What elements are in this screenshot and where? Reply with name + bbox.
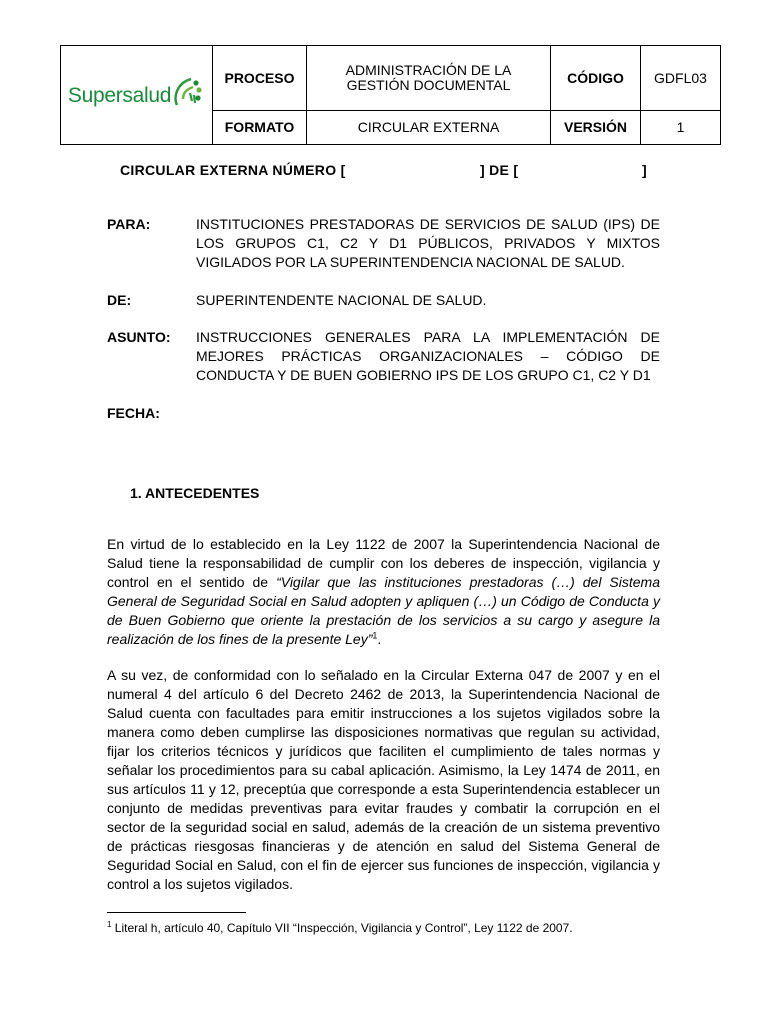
circular-suffix: ] xyxy=(642,162,647,178)
footnote xyxy=(107,917,573,936)
paragraph-1-quote: “Vigilar que las instituciones prestadoras (…) del Sistema General de Seguridad Social en Salud adopten y apliquen (…) un Código de Conducta y de Buen Gobierno que oriente la prestación de los servicios a su cargo y asegure la realización de los fines de la presente Ley” xyxy=(107,574,660,647)
proceso-label: PROCESO xyxy=(213,46,307,111)
formato-label: FORMATO xyxy=(213,111,307,145)
proceso-value: ADMINISTRACIÓN DE LA GESTIÓN DOCUMENTAL xyxy=(307,46,551,111)
fecha-label: FECHA: xyxy=(107,405,160,421)
para-value: INSTITUCIONES PRESTADORAS DE SERVICIOS DE SALUD (IPS) DE LOS GRUPOS C1, C2 Y D1 PÚBLICOS, PRIVADOS Y MIXTOS VIGILADOS POR LA SUPERINTENDENCIA NACIONAL DE SALUD. xyxy=(196,216,660,270)
para-label: PARA: xyxy=(107,216,151,232)
paragraph-1-end: . xyxy=(377,631,382,647)
asunto-label: ASUNTO: xyxy=(107,329,171,345)
de-label: DE: xyxy=(107,292,132,308)
paragraph-1 xyxy=(107,535,660,649)
circular-prefix: CIRCULAR EXTERNA NÚMERO [ xyxy=(120,162,346,178)
footnote-text: Literal h, artículo 40, Capítulo VII “Inspección, Vigilancia y Control”, Ley 1122 de 2007. xyxy=(111,921,573,935)
version-value: 1 xyxy=(641,111,721,145)
footnote-number: 1 xyxy=(107,920,112,929)
paragraph-2: A su vez, de conformidad con lo señalado en la Circular Externa 047 de 2007 y en el numeral 4 del artículo 6 del Decreto 2462 de 2013, la Superintendencia Nacional de Salud cuenta con facultades para emitir instrucciones a los sujetos vigilados sobre la manera como deben cumplirse las disposiciones normativas que regulan su actividad, fijar los criterios técnicos y jurídicos que faciliten el cumplimiento de tales normas y señalar los procedimientos para su cabal aplicación. Asimismo, la Ley 1474 de 2011, en sus artículos 11 y 12, preceptúa que corresponde a esta Superintendencia establecer un conjunto de medidas preventivas para evitar fraudes y combatir la corrupción en el sector de la seguridad social en salud, además de la creación de un sistema preventivo de prácticas riesgosas financieras y de atención en salud del Sistema General de Seguridad Social en Salud, con el fin de ejercer sus funciones de inspección, vigilancia y control a los sujetos vigilados. xyxy=(107,667,660,892)
section-title-antecedentes: 1. ANTECEDENTES xyxy=(130,485,260,501)
paragraph-1-start: En virtud de lo establecido en la Ley 1122 de 2007 la Superintendencia Nacional de Salud tiene la responsabilidad de cumplir con los deberes de inspección, vigilancia y control en el sentido de xyxy=(107,536,660,590)
codigo-label: CÓDIGO xyxy=(551,46,641,111)
supersalud-figures-icon xyxy=(171,75,205,115)
version-label: VERSIÓN xyxy=(551,111,641,145)
supersalud-logo xyxy=(61,46,212,144)
footnote-ref: 1 xyxy=(372,630,378,641)
logo-cell xyxy=(61,46,213,145)
formato-value: CIRCULAR EXTERNA xyxy=(307,111,551,145)
asunto-value: INSTRUCCIONES GENERALES PARA LA IMPLEMENTACIÓN DE MEJORES PRÁCTICAS ORGANIZACIONALES – CÓDIGO DE CONDUCTA Y DE BUEN GOBIERNO IPS DE LOS GRUPO C1, C2 Y D1 xyxy=(196,329,660,383)
codigo-value: GDFL03 xyxy=(641,46,721,111)
de-value: SUPERINTENDENTE NACIONAL DE SALUD. xyxy=(196,292,487,308)
document-header-table xyxy=(60,45,721,145)
logo-text: Supersalud xyxy=(67,83,172,107)
circular-middle: ] DE [ xyxy=(480,162,519,178)
footnote-divider xyxy=(107,912,246,913)
